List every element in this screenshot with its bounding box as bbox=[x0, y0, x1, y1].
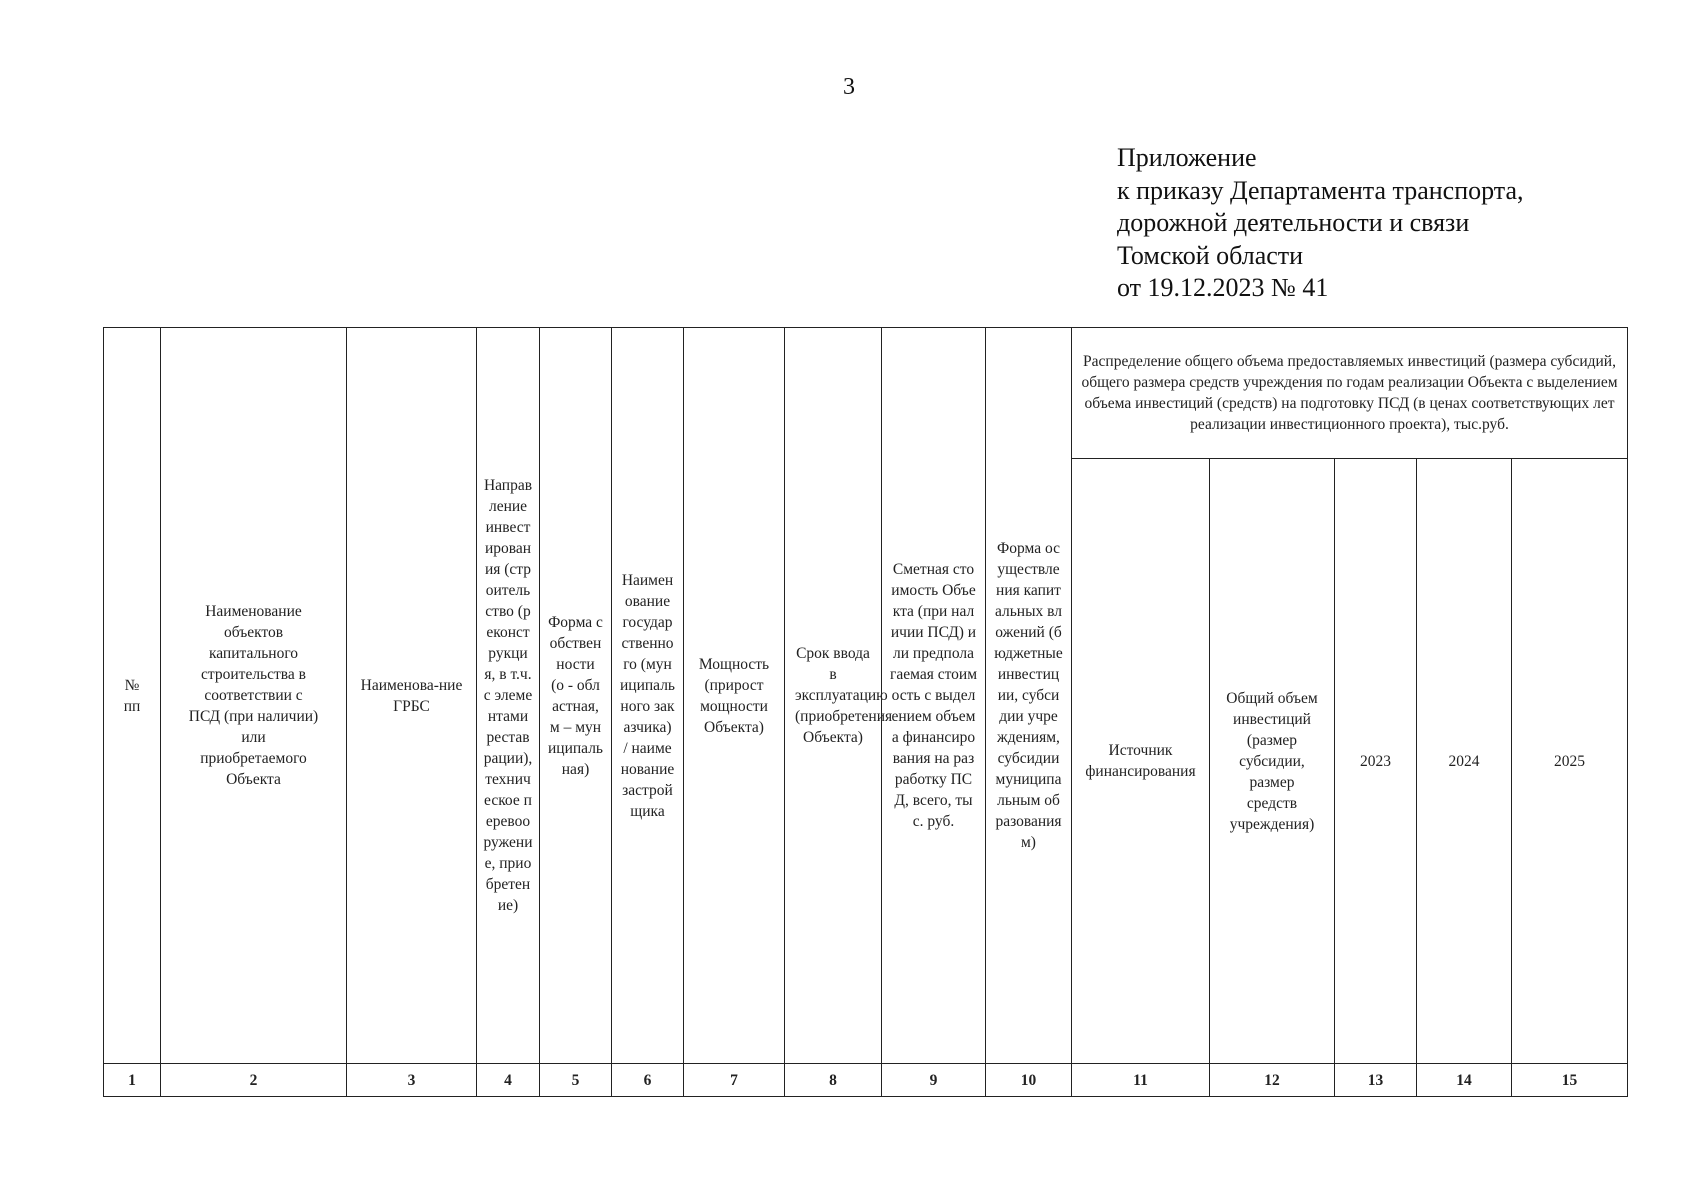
column-number: 5 bbox=[540, 1064, 612, 1097]
column-number: 14 bbox=[1417, 1064, 1512, 1097]
column-number: 12 bbox=[1210, 1064, 1335, 1097]
appendix-title: Приложение bbox=[1117, 143, 1257, 172]
column-number: 7 bbox=[684, 1064, 785, 1097]
header-col-year-2024: 2024 bbox=[1417, 459, 1512, 1064]
header-col-ownership-form: Форма собственности (о - областная, м – муниципальная) bbox=[540, 328, 612, 1064]
appendix-block bbox=[1117, 142, 1523, 305]
header-col-object-name: Наименование объектов капитального строительства в соответствии с ПСД (при наличии) или приобретаемого Объекта bbox=[161, 328, 347, 1064]
header-col-funding-source: Источник финансирования bbox=[1072, 459, 1210, 1064]
column-number: 10 bbox=[986, 1064, 1072, 1097]
header-col-capacity: Мощность (прирост мощности Объекта) bbox=[684, 328, 785, 1064]
column-number: 13 bbox=[1335, 1064, 1417, 1097]
header-col-investment-form: Форма осуществления капитальных вложений (бюджетные инвестиции, субсидии учреждениям, субсидии муниципальным образованиям) bbox=[986, 328, 1072, 1064]
header-col-investment-direction: Направление инвестирования (строительство (реконструкция, в т.ч. с элементами реставрации), техническое перевооружение, приобретение) bbox=[477, 328, 540, 1064]
header-col-estimated-cost: Сметная стоимость Объекта (при наличии ПСД) или предполагаемая стоимость с выделением объема финансирования на разработку ПСД, всего, тыс. руб. bbox=[882, 328, 986, 1064]
column-number: 9 bbox=[882, 1064, 986, 1097]
header-row-top bbox=[104, 328, 1628, 459]
column-number: 4 bbox=[477, 1064, 540, 1097]
header-col-year-2025: 2025 bbox=[1512, 459, 1628, 1064]
appendix-line: Томской области bbox=[1117, 240, 1304, 270]
appendix-order-date: от 19.12.2023 № 41 bbox=[1117, 273, 1329, 302]
column-number: 2 bbox=[161, 1064, 347, 1097]
investment-table bbox=[103, 327, 1628, 1097]
column-numbers-row bbox=[104, 1064, 1628, 1097]
column-number: 3 bbox=[347, 1064, 477, 1097]
column-number: 11 bbox=[1072, 1064, 1210, 1097]
header-col-grbs: Наименова-ние ГРБС bbox=[347, 328, 477, 1064]
column-number: 1 bbox=[104, 1064, 161, 1097]
column-number: 6 bbox=[612, 1064, 684, 1097]
page-number: 3 bbox=[843, 74, 855, 100]
header-col-year-2023: 2023 bbox=[1335, 459, 1417, 1064]
appendix-line: к приказу Департамента транспорта, bbox=[1117, 175, 1524, 205]
header-distribution: Распределение общего объема предоставляемых инвестиций (размера субсидий, общего размера средств учреждения по годам реализации Объекта с выделением объема инвестиций (средств) на подготовку ПСД (в ценах соответствующих лет реализации инвестиционного проекта), тыс.руб. bbox=[1072, 328, 1628, 459]
header-col-number: № пп bbox=[104, 328, 161, 1064]
column-number: 15 bbox=[1512, 1064, 1628, 1097]
appendix-line: дорожной деятельности и связи bbox=[1117, 208, 1470, 237]
header-col-total-investment: Общий объем инвестиций (размер субсидии, размер средств учреждения) bbox=[1210, 459, 1335, 1064]
column-number: 8 bbox=[785, 1064, 882, 1097]
header-col-commissioning-date: Срок ввода в эксплуатацию (приобретения Объекта) bbox=[785, 328, 882, 1064]
header-col-customer-name: Наименование государственного (муниципального заказчика) / наименование застройщика bbox=[612, 328, 684, 1064]
